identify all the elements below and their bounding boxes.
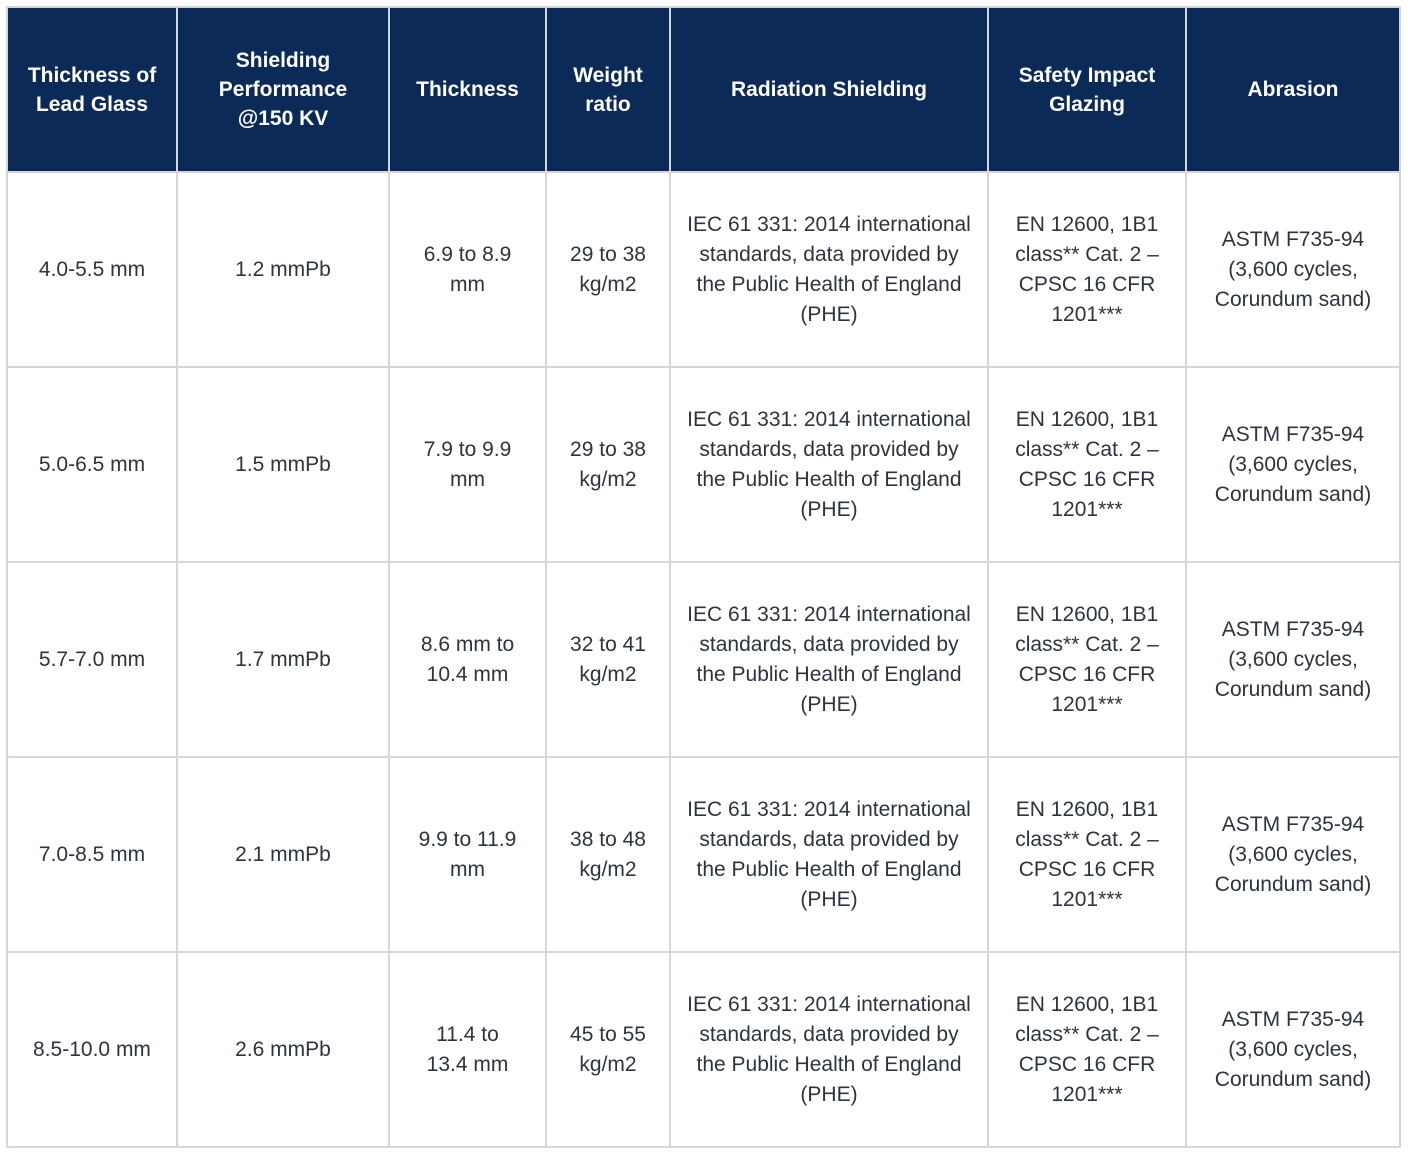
header-shielding-performance: Shielding Performance @150 KV — [177, 7, 389, 172]
cell-thickness: 8.6 mm to 10.4 mm — [389, 562, 546, 757]
table-row — [7, 172, 1400, 367]
table-header-row — [7, 7, 1400, 172]
cell-abrasion: ASTM F735-94 (3,600 cycles, Corundum sand) — [1186, 367, 1400, 562]
cell-weight-ratio: 29 to 38 kg/m2 — [546, 172, 670, 367]
table-row — [7, 952, 1400, 1147]
cell-radiation-shielding: IEC 61 331: 2014 international standards, data provided by the Public Health of England (PHE) — [670, 757, 988, 952]
cell-abrasion: ASTM F735-94 (3,600 cycles, Corundum sand) — [1186, 172, 1400, 367]
cell-lead-glass-thickness: 5.7-7.0 mm — [7, 562, 177, 757]
cell-thickness: 9.9 to 11.9 mm — [389, 757, 546, 952]
cell-weight-ratio: 45 to 55 kg/m2 — [546, 952, 670, 1147]
cell-safety-impact-glazing: EN 12600, 1B1 class** Cat. 2 – CPSC 16 CFR 1201*** — [988, 952, 1186, 1147]
cell-shielding-performance: 1.2 mmPb — [177, 172, 389, 367]
cell-thickness: 6.9 to 8.9 mm — [389, 172, 546, 367]
cell-thickness: 11.4 to 13.4 mm — [389, 952, 546, 1147]
header-safety-impact-glazing: Safety Impact Glazing — [988, 7, 1186, 172]
header-weight-ratio: Weight ratio — [546, 7, 670, 172]
cell-safety-impact-glazing: EN 12600, 1B1 class** Cat. 2 – CPSC 16 CFR 1201*** — [988, 562, 1186, 757]
cell-lead-glass-thickness: 8.5-10.0 mm — [7, 952, 177, 1147]
cell-safety-impact-glazing: EN 12600, 1B1 class** Cat. 2 – CPSC 16 CFR 1201*** — [988, 367, 1186, 562]
cell-weight-ratio: 38 to 48 kg/m2 — [546, 757, 670, 952]
header-thickness: Thickness — [389, 7, 546, 172]
spec-table-container — [6, 6, 1399, 1148]
cell-shielding-performance: 1.7 mmPb — [177, 562, 389, 757]
cell-shielding-performance: 2.6 mmPb — [177, 952, 389, 1147]
cell-radiation-shielding: IEC 61 331: 2014 international standards, data provided by the Public Health of England (PHE) — [670, 172, 988, 367]
header-abrasion: Abrasion — [1186, 7, 1400, 172]
cell-safety-impact-glazing: EN 12600, 1B1 class** Cat. 2 – CPSC 16 CFR 1201*** — [988, 757, 1186, 952]
cell-shielding-performance: 2.1 mmPb — [177, 757, 389, 952]
header-radiation-shielding: Radiation Shielding — [670, 7, 988, 172]
table-row — [7, 562, 1400, 757]
cell-radiation-shielding: IEC 61 331: 2014 international standards, data provided by the Public Health of England (PHE) — [670, 367, 988, 562]
cell-safety-impact-glazing: EN 12600, 1B1 class** Cat. 2 – CPSC 16 CFR 1201*** — [988, 172, 1186, 367]
cell-weight-ratio: 29 to 38 kg/m2 — [546, 367, 670, 562]
cell-radiation-shielding: IEC 61 331: 2014 international standards, data provided by the Public Health of England (PHE) — [670, 952, 988, 1147]
cell-lead-glass-thickness: 5.0-6.5 mm — [7, 367, 177, 562]
cell-lead-glass-thickness: 7.0-8.5 mm — [7, 757, 177, 952]
table-row — [7, 757, 1400, 952]
header-thickness-of-lead-glass: Thickness of Lead Glass — [7, 7, 177, 172]
lead-glass-spec-table — [6, 6, 1401, 1148]
cell-radiation-shielding: IEC 61 331: 2014 international standards, data provided by the Public Health of England (PHE) — [670, 562, 988, 757]
cell-shielding-performance: 1.5 mmPb — [177, 367, 389, 562]
cell-weight-ratio: 32 to 41 kg/m2 — [546, 562, 670, 757]
cell-abrasion: ASTM F735-94 (3,600 cycles, Corundum sand) — [1186, 757, 1400, 952]
cell-abrasion: ASTM F735-94 (3,600 cycles, Corundum sand) — [1186, 952, 1400, 1147]
cell-thickness: 7.9 to 9.9 mm — [389, 367, 546, 562]
cell-abrasion: ASTM F735-94 (3,600 cycles, Corundum sand) — [1186, 562, 1400, 757]
cell-lead-glass-thickness: 4.0-5.5 mm — [7, 172, 177, 367]
table-row — [7, 367, 1400, 562]
